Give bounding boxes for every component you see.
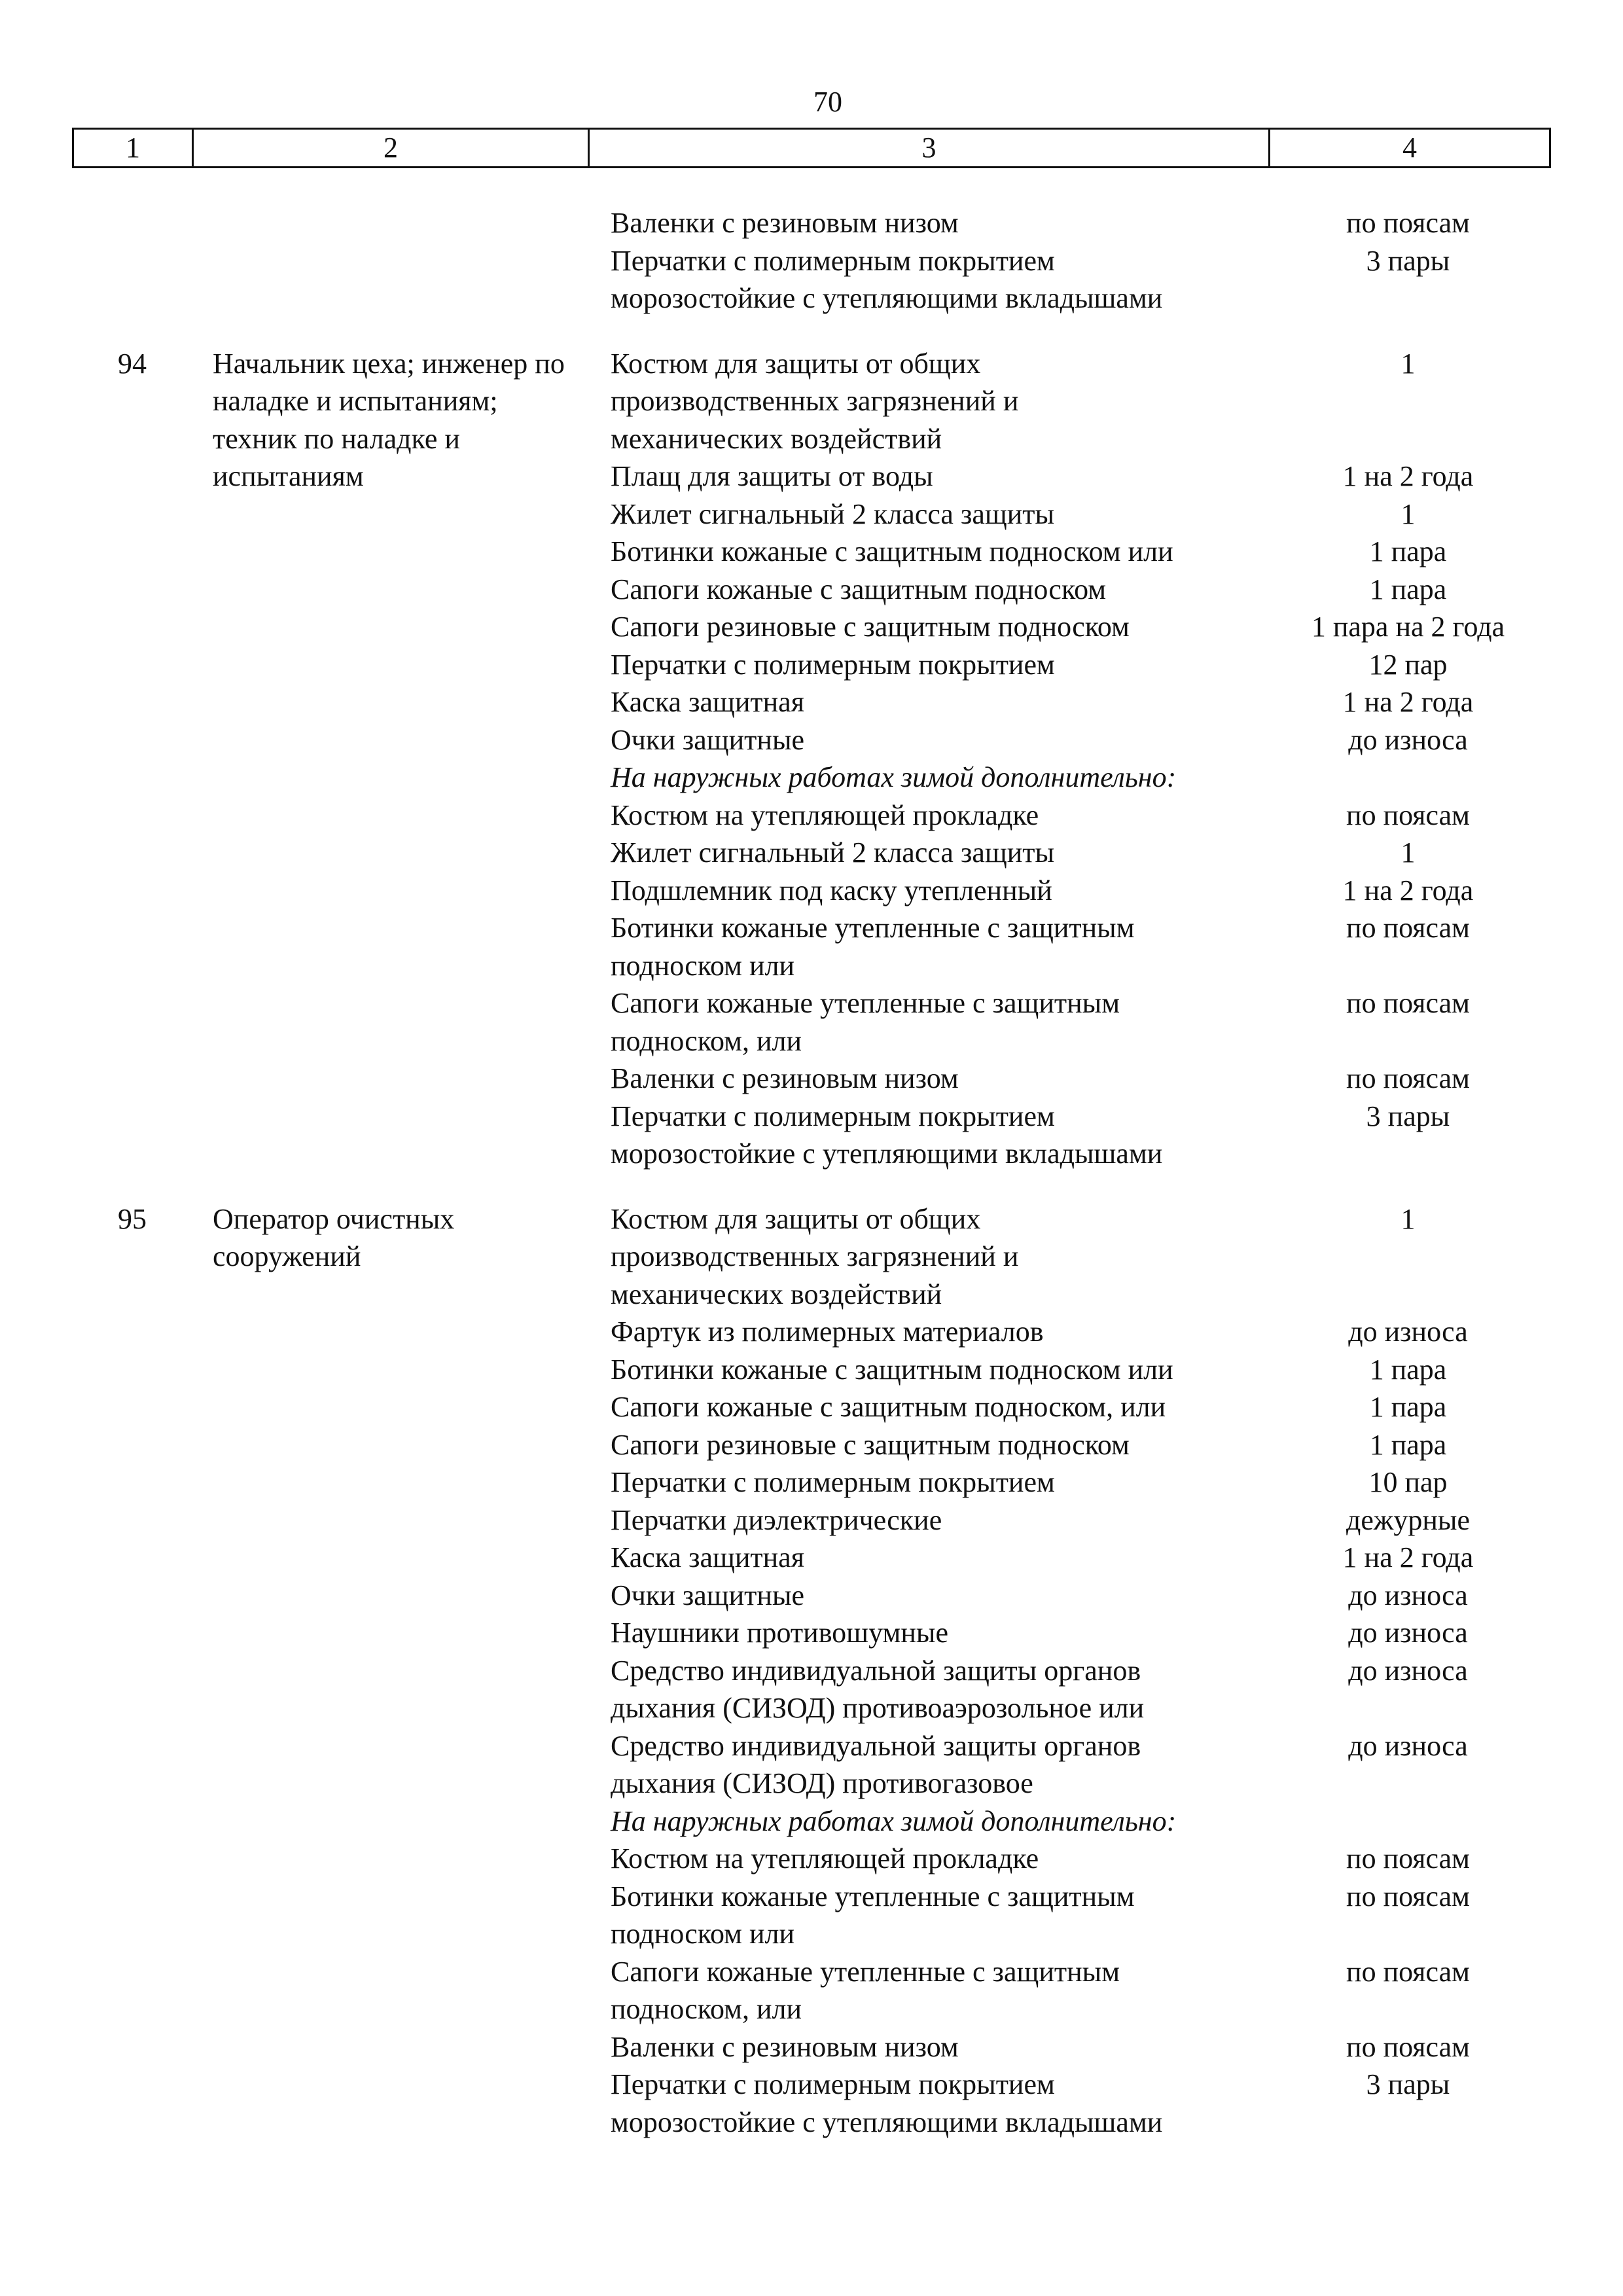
equipment-quantity: по поясам bbox=[1346, 987, 1470, 1019]
equipment-row bbox=[611, 1840, 1551, 1878]
equipment-name: Костюм для защиты от общих bbox=[611, 1202, 981, 1235]
equipment-name: Ботинки кожаные с защитным подноском или bbox=[611, 1353, 1173, 1386]
equipment-name: подноском или bbox=[611, 949, 795, 982]
equipment-row bbox=[611, 1238, 1551, 1276]
equipment-row bbox=[611, 1351, 1551, 1389]
equipment-row bbox=[611, 721, 1551, 759]
equipment-row bbox=[611, 1313, 1551, 1351]
equipment-quantity: до износа bbox=[1348, 1617, 1468, 1649]
equipment-quantity: до износа bbox=[1348, 1729, 1468, 1762]
winter-subheader bbox=[611, 759, 1551, 797]
equipment-name: Очки защитные bbox=[611, 1579, 805, 1611]
job-title: Оператор очистных сооружений bbox=[213, 1202, 455, 1272]
equipment-quantity: по поясам bbox=[1346, 207, 1470, 239]
page-number: 70 bbox=[813, 86, 842, 118]
equipment-name: Валенки с резиновым низом bbox=[611, 2030, 959, 2063]
equipment-row bbox=[611, 1915, 1551, 1953]
equipment-quantity: 3 пары bbox=[1366, 244, 1450, 277]
equipment-quantity: дежурные bbox=[1346, 1503, 1470, 1536]
equipment-quantity: 1 пара bbox=[1369, 535, 1447, 567]
equipment-quantity: 1 на 2 года bbox=[1342, 874, 1474, 906]
equipment-name: Наушники противошумные bbox=[611, 1617, 948, 1649]
equipment-quantity: по поясам bbox=[1346, 1880, 1470, 1912]
equipment-quantity: 1 bbox=[1400, 347, 1416, 380]
equipment-row bbox=[611, 1135, 1551, 1173]
equipment-name: Перчатки с полимерным покрытием bbox=[611, 244, 1055, 277]
equipment-quantity bbox=[1291, 1915, 1551, 1953]
section-continued bbox=[72, 204, 1551, 317]
equipment-quantity bbox=[1291, 2104, 1551, 2142]
equipment-row bbox=[611, 420, 1551, 458]
equipment-quantity: 10 пар bbox=[1368, 1466, 1448, 1498]
equipment-name: Костюм для защиты от общих bbox=[611, 347, 981, 380]
equipment-name: Ботинки кожаные утепленные с защитным bbox=[611, 1880, 1135, 1912]
equipment-row bbox=[611, 1539, 1551, 1577]
equipment-quantity: 1 bbox=[1400, 836, 1416, 869]
equipment-name: Перчатки с полимерным покрытием bbox=[611, 2068, 1055, 2100]
equipment-row bbox=[611, 457, 1551, 495]
equipment-quantity: 1 на 2 года bbox=[1342, 1541, 1474, 1573]
equipment-quantity: до износа bbox=[1348, 723, 1468, 756]
equipment-quantity: 3 пары bbox=[1366, 1100, 1450, 1132]
equipment-name: Сапоги кожаные утепленные с защитным bbox=[611, 987, 1120, 1019]
column-header-1: 1 bbox=[74, 130, 194, 166]
equipment-quantity: до износа bbox=[1348, 1579, 1468, 1611]
equipment-quantity: 1 пара bbox=[1369, 573, 1447, 605]
equipment-quantity: 12 пар bbox=[1368, 648, 1448, 681]
equipment-quantity: 1 bbox=[1400, 497, 1416, 530]
equipment-quantity: 1 пара bbox=[1369, 1428, 1447, 1461]
equipment-quantity: до износа bbox=[1348, 1654, 1468, 1687]
equipment-quantity bbox=[1291, 1276, 1551, 1314]
equipment-quantity: 1 пара bbox=[1369, 1353, 1447, 1386]
equipment-quantity: 1 bbox=[1400, 1202, 1416, 1235]
equipment-name: Перчатки с полимерным покрытием bbox=[611, 1466, 1055, 1498]
equipment-quantity bbox=[1291, 420, 1551, 458]
equipment-row bbox=[611, 1200, 1551, 1238]
equipment-row bbox=[611, 646, 1551, 684]
equipment-row bbox=[611, 2028, 1551, 2066]
equipment-row bbox=[611, 1060, 1551, 1098]
equipment-quantity bbox=[1291, 1990, 1551, 2028]
equipment-row bbox=[611, 2066, 1551, 2104]
equipment-quantity bbox=[1291, 279, 1551, 317]
equipment-row bbox=[611, 1388, 1551, 1426]
column-header-2: 2 bbox=[194, 130, 590, 166]
equipment-row bbox=[611, 1765, 1551, 1803]
equipment-row bbox=[611, 279, 1551, 317]
section-94 bbox=[72, 345, 1551, 1173]
equipment-row bbox=[611, 533, 1551, 571]
equipment-name: На наружных работах зимой дополнительно: bbox=[611, 1804, 1177, 1837]
table-body bbox=[72, 204, 1551, 2141]
row-number: 95 bbox=[118, 1202, 147, 1235]
equipment-name: Валенки с резиновым низом bbox=[611, 1062, 959, 1094]
equipment-quantity: по поясам bbox=[1346, 1842, 1470, 1874]
equipment-row bbox=[611, 204, 1551, 242]
equipment-name: дыхания (СИЗОД) противогазовое bbox=[611, 1767, 1033, 1799]
equipment-row bbox=[611, 495, 1551, 533]
equipment-name: механических воздействий bbox=[611, 1278, 942, 1310]
equipment-row bbox=[611, 242, 1551, 280]
equipment-quantity: по поясам bbox=[1346, 1062, 1470, 1094]
equipment-quantity bbox=[1291, 1765, 1551, 1803]
equipment-name: подноском, или bbox=[611, 1024, 802, 1057]
equipment-quantity: 1 пара bbox=[1369, 1391, 1447, 1423]
column-header-4: 4 bbox=[1402, 132, 1417, 164]
table-header bbox=[72, 128, 1551, 168]
equipment-row bbox=[611, 1098, 1551, 1136]
equipment-name: Сапоги кожаные утепленные с защитным bbox=[611, 1955, 1120, 1988]
equipment-name: производственных загрязнений и bbox=[611, 385, 1019, 417]
equipment-name: морозостойкие с утепляющими вкладышами bbox=[611, 282, 1163, 314]
equipment-name: подноском, или bbox=[611, 1993, 802, 2025]
equipment-name: производственных загрязнений и bbox=[611, 1240, 1019, 1272]
equipment-name: Жилет сигнальный 2 класса защиты bbox=[611, 836, 1055, 869]
equipment-name: Валенки с резиновым низом bbox=[611, 207, 959, 239]
equipment-name: дыхания (СИЗОД) противоаэрозольное или bbox=[611, 1692, 1145, 1724]
equipment-name: Фартук из полимерных материалов bbox=[611, 1316, 1044, 1348]
column-header-3: 3 bbox=[590, 130, 1270, 166]
equipment-row bbox=[611, 382, 1551, 420]
equipment-quantity: по поясам bbox=[1346, 912, 1470, 944]
equipment-name: Костюм на утепляющей прокладке bbox=[611, 798, 1039, 831]
equipment-name: морозостойкие с утепляющими вкладышами bbox=[611, 2106, 1163, 2138]
winter-subheader bbox=[611, 1803, 1551, 1840]
equipment-row bbox=[611, 1276, 1551, 1314]
equipment-name: Сапоги кожаные с защитным подноском, или bbox=[611, 1391, 1166, 1423]
equipment-name: Средство индивидуальной защиты органов bbox=[611, 1654, 1141, 1687]
equipment-name: Сапоги резиновые с защитным подноском bbox=[611, 611, 1130, 643]
section-95 bbox=[72, 1200, 1551, 2142]
equipment-row bbox=[611, 1689, 1551, 1727]
equipment-row bbox=[611, 1990, 1551, 2028]
row-number: 94 bbox=[118, 347, 147, 380]
equipment-list bbox=[611, 204, 1551, 317]
equipment-quantity bbox=[1291, 382, 1551, 420]
equipment-name: Каска защитная bbox=[611, 1541, 804, 1573]
equipment-quantity: по поясам bbox=[1346, 2030, 1470, 2063]
equipment-row bbox=[611, 1426, 1551, 1464]
equipment-name: механических воздействий bbox=[611, 422, 942, 455]
equipment-quantity: 3 пары bbox=[1366, 2068, 1450, 2100]
equipment-row bbox=[611, 834, 1551, 872]
equipment-row bbox=[611, 2104, 1551, 2142]
equipment-quantity bbox=[1330, 759, 1551, 797]
equipment-row bbox=[611, 1953, 1551, 1991]
equipment-name: подноском или bbox=[611, 1918, 795, 1950]
equipment-row bbox=[611, 683, 1551, 721]
equipment-list bbox=[611, 345, 1551, 1173]
equipment-name: Плащ для защиты от воды bbox=[611, 460, 933, 492]
equipment-row bbox=[611, 984, 1551, 1022]
equipment-name: Костюм на утепляющей прокладке bbox=[611, 1842, 1039, 1874]
equipment-name: Перчатки с полимерным покрытием bbox=[611, 1100, 1055, 1132]
equipment-name: Каска защитная bbox=[611, 686, 804, 718]
equipment-row bbox=[611, 1878, 1551, 1916]
equipment-name: Очки защитные bbox=[611, 723, 805, 756]
equipment-name: Сапоги кожаные с защитным подноском bbox=[611, 573, 1107, 605]
equipment-quantity: до износа bbox=[1348, 1316, 1468, 1348]
equipment-quantity: по поясам bbox=[1346, 798, 1470, 831]
equipment-quantity: по поясам bbox=[1346, 1955, 1470, 1988]
job-title: Начальник цеха; инженер по наладке и испытаниям; техник по наладке и испытаниям bbox=[213, 347, 565, 492]
equipment-quantity: 1 на 2 года bbox=[1342, 460, 1474, 492]
equipment-quantity bbox=[1330, 1803, 1551, 1840]
equipment-name: Ботинки кожаные с защитным подноском или bbox=[611, 535, 1173, 567]
equipment-quantity bbox=[1291, 1238, 1551, 1276]
equipment-name: Средство индивидуальной защиты органов bbox=[611, 1729, 1141, 1762]
equipment-name: На наружных работах зимой дополнительно: bbox=[611, 761, 1177, 793]
equipment-row bbox=[611, 1463, 1551, 1501]
equipment-name: Подшлемник под каску утепленный bbox=[611, 874, 1052, 906]
equipment-row bbox=[611, 872, 1551, 910]
equipment-name: Перчатки с полимерным покрытием bbox=[611, 648, 1055, 681]
equipment-row bbox=[611, 1577, 1551, 1615]
equipment-quantity bbox=[1291, 1689, 1551, 1727]
equipment-quantity bbox=[1291, 1022, 1551, 1060]
equipment-row bbox=[611, 797, 1551, 834]
equipment-row bbox=[611, 1022, 1551, 1060]
equipment-quantity: 1 на 2 года bbox=[1342, 686, 1474, 718]
equipment-row bbox=[611, 1614, 1551, 1652]
equipment-row bbox=[611, 608, 1551, 646]
equipment-row bbox=[611, 345, 1551, 383]
equipment-quantity: 1 пара на 2 года bbox=[1311, 611, 1505, 643]
equipment-name: Сапоги резиновые с защитным подноском bbox=[611, 1428, 1130, 1461]
equipment-quantity bbox=[1291, 1135, 1551, 1173]
equipment-row bbox=[611, 1727, 1551, 1765]
equipment-quantity bbox=[1291, 947, 1551, 985]
equipment-row bbox=[611, 947, 1551, 985]
equipment-name: морозостойкие с утепляющими вкладышами bbox=[611, 1138, 1163, 1170]
equipment-name: Перчатки диэлектрические bbox=[611, 1503, 942, 1536]
equipment-row bbox=[611, 571, 1551, 609]
equipment-row bbox=[611, 1501, 1551, 1539]
equipment-name: Ботинки кожаные утепленные с защитным bbox=[611, 912, 1135, 944]
equipment-row bbox=[611, 1652, 1551, 1690]
equipment-list bbox=[611, 1200, 1551, 2142]
equipment-row bbox=[611, 909, 1551, 947]
equipment-name: Жилет сигнальный 2 класса защиты bbox=[611, 497, 1055, 530]
